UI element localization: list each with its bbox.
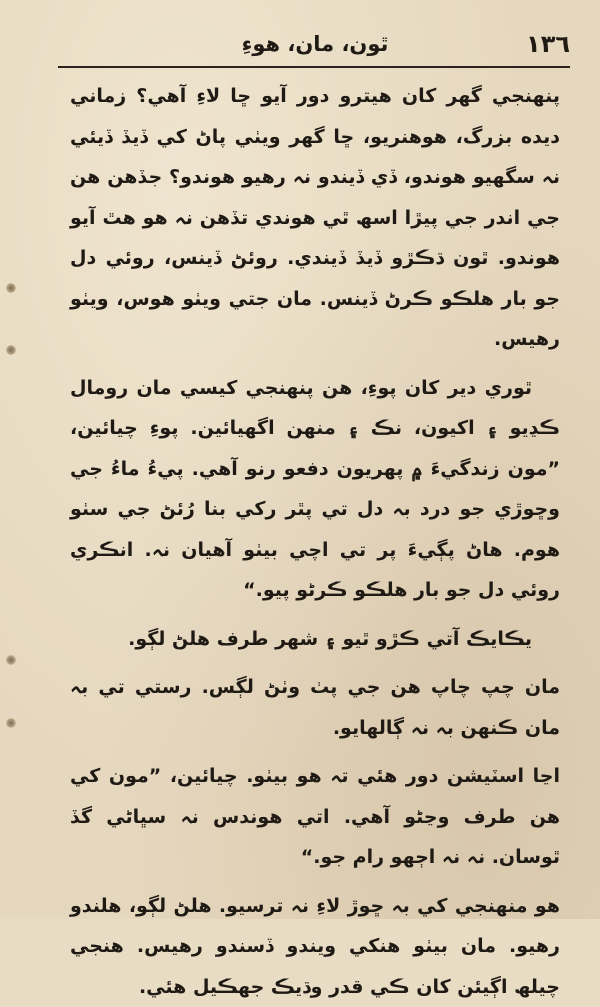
paragraph: اڃا اسٽيشن دور هئي تہ هو بيٺو. چيائين، ”مون کي هن طرف وڃڻو آهي. اتي هوندس نہ سڀاڻي گڏ ٿوسان. نہ نہ اڄهو رام جو.“: [70, 756, 560, 878]
page-header: [60, 28, 570, 64]
running-title: ٿون، مان، هوءِ: [60, 32, 570, 56]
binding-hole: [6, 655, 16, 665]
paragraph: ٿوري دير کان پوءِ، هن پنهنجي کيسي مان رومال ڪڍيو ۽ اکيون، نڪ ۽ منهن اگهيائين. پوءِ چيائين، ”مون زندگيءَ ۾ پهريون دفعو رنو آهي. پيءُ ماءُ جي وڇوڙي جو درد بہ دل تي پٿر رکي بنا رُئڻ جي سٺو هوم. هاڻ پڳيءَ پر تي اچي بيٺو آهيان نہ. انڪري روئي دل جو بار هلڪو ڪرڻو پيو.“: [70, 368, 560, 611]
paragraph: مان چپ چاپ هن جي پٺ وٺڻ لڳس. رستي تي بہ مان ڪنهن بہ نہ ڳالهايو.: [70, 667, 560, 748]
page-number: ١٣٦: [526, 30, 570, 58]
binding-hole: [6, 718, 16, 728]
paragraph: يڪايڪ آتي ڪڙو ٿيو ۽ شهر طرف هلڻ لڳو.: [70, 619, 560, 660]
binding-hole: [6, 345, 16, 355]
paragraph: هو منهنجي کي بہ ڇوڙ لاءِ نہ ترسيو. هلڻ لڳو، هلندو رهيو. مان بيٺو هنکي ويندو ڏسندو رهيس. هنجي چيلھ اڳيئن کان ڪي قدر وڌيڪ جهڪيل هئي.: [70, 886, 560, 1007]
paragraph: پنهنجي گهر کان هيترو دور آيو ڇا لاءِ آهي؟ زماني ديده بزرگ، هوهنريو، ڇا گهر ويٺي پاڻ کي ڏيڏ ڏيئي نہ سگهيو هوندو، ڏي ڏيندو نہ رهيو هوندو؟ جڏهن هن جي اندر جي پيڙا اسھ ٿي هوندي تڏهن نہ هو هٿ آيو هوندو. ٿون ڌڪڙو ڏيڏ ڏيندي. روئڻ ڏينس، روئي دل جو بار هلڪو ڪرڻ ڏينس. مان جتي ويٺو هوس، ويٺو رهيس.: [70, 76, 560, 360]
binding-hole: [6, 283, 16, 293]
page-body: [70, 76, 560, 1007]
header-rule: [58, 66, 570, 68]
